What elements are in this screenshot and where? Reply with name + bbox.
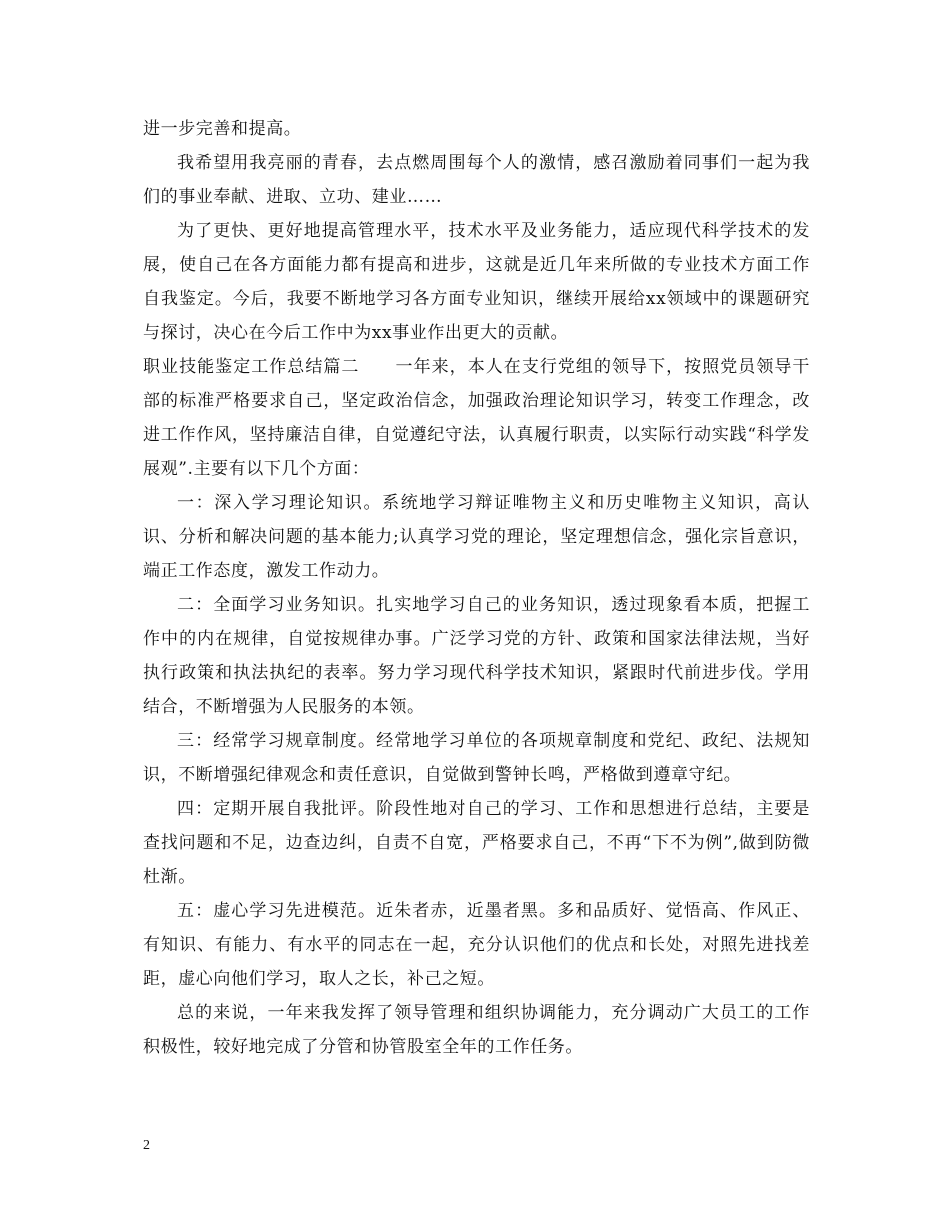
page-number: 2 xyxy=(143,1138,150,1153)
paragraph: 三：经常学习规章制度。经常地学习单位的各项规章制度和党纪、政纪、法规知识，不断增强纪律观念和责任意识，自觉做到警钟长鸣，严格做到遵章守纪。 xyxy=(143,731,810,785)
paragraph: 总的来说，一年来我发挥了领导管理和组织协调能力，充分调动广大员工的工作积极性，较好地完成了分管和协管股室全年的工作任务。 xyxy=(143,1003,810,1057)
paragraph: 二：全面学习业务知识。扎实地学习自己的业务知识，透过现象看本质，把握工作中的内在规律，自觉按规律办事。广泛学习党的方针、政策和国家法律法规，当好执行政策和执法执纪的表率。努力学习现代科学技术知识，紧跟时代前进步伐。学用结合，不断增强为人民服务的本领。 xyxy=(143,595,810,717)
document-body xyxy=(143,112,810,1064)
paragraph: 我希望用我亮丽的青春，去点燃周围每个人的激情，感召激励着同事们一起为我们的事业奉献、进取、立功、建业…… xyxy=(143,153,810,207)
paragraph: 为了更快、更好地提高管理水平，技术水平及业务能力，适应现代科学技术的发展，使自己在各方面能力都有提高和进步，这就是近几年来所做的专业技术方面工作自我鉴定。今后，我要不断地学习各方面专业知识，继续开展给xx领域中的课题研究与探讨，决心在今后工作中为xx事业作出更大的贡献。 xyxy=(143,221,810,343)
paragraph: 一：深入学习理论知识。系统地学习辩证唯物主义和历史唯物主义知识，高认识、分析和解决问题的基本能力;认真学习党的理论，坚定理想信念，强化宗旨意识，端正工作态度，激发工作动力。 xyxy=(143,493,810,581)
paragraph-section-heading: 职业技能鉴定工作总结篇二 一年来，本人在支行党组的领导下，按照党员领导干部的标准严格要求自己，坚定政治信念，加强政治理论知识学习，转变工作理念，改进工作作风，坚持廉洁自律，自觉遵纪守法，认真履行职责，以实际行动实践“科学发展观”.主要有以下几个方面： xyxy=(143,357,810,479)
paragraph: 五：虚心学习先进模范。近朱者赤，近墨者黑。多和品质好、觉悟高、作风正、有知识、有能力、有水平的同志在一起，充分认识他们的优点和长处，对照先进找差距，虚心向他们学习，取人之长，补己之短。 xyxy=(143,901,810,989)
paragraph: 进一步完善和提高。 xyxy=(143,119,302,139)
paragraph: 四：定期开展自我批评。阶段性地对自己的学习、工作和思想进行总结，主要是查找问题和不足，边查边纠，自责不自宽，严格要求自己，不再“下不为例”,做到防微杜渐。 xyxy=(143,799,810,887)
